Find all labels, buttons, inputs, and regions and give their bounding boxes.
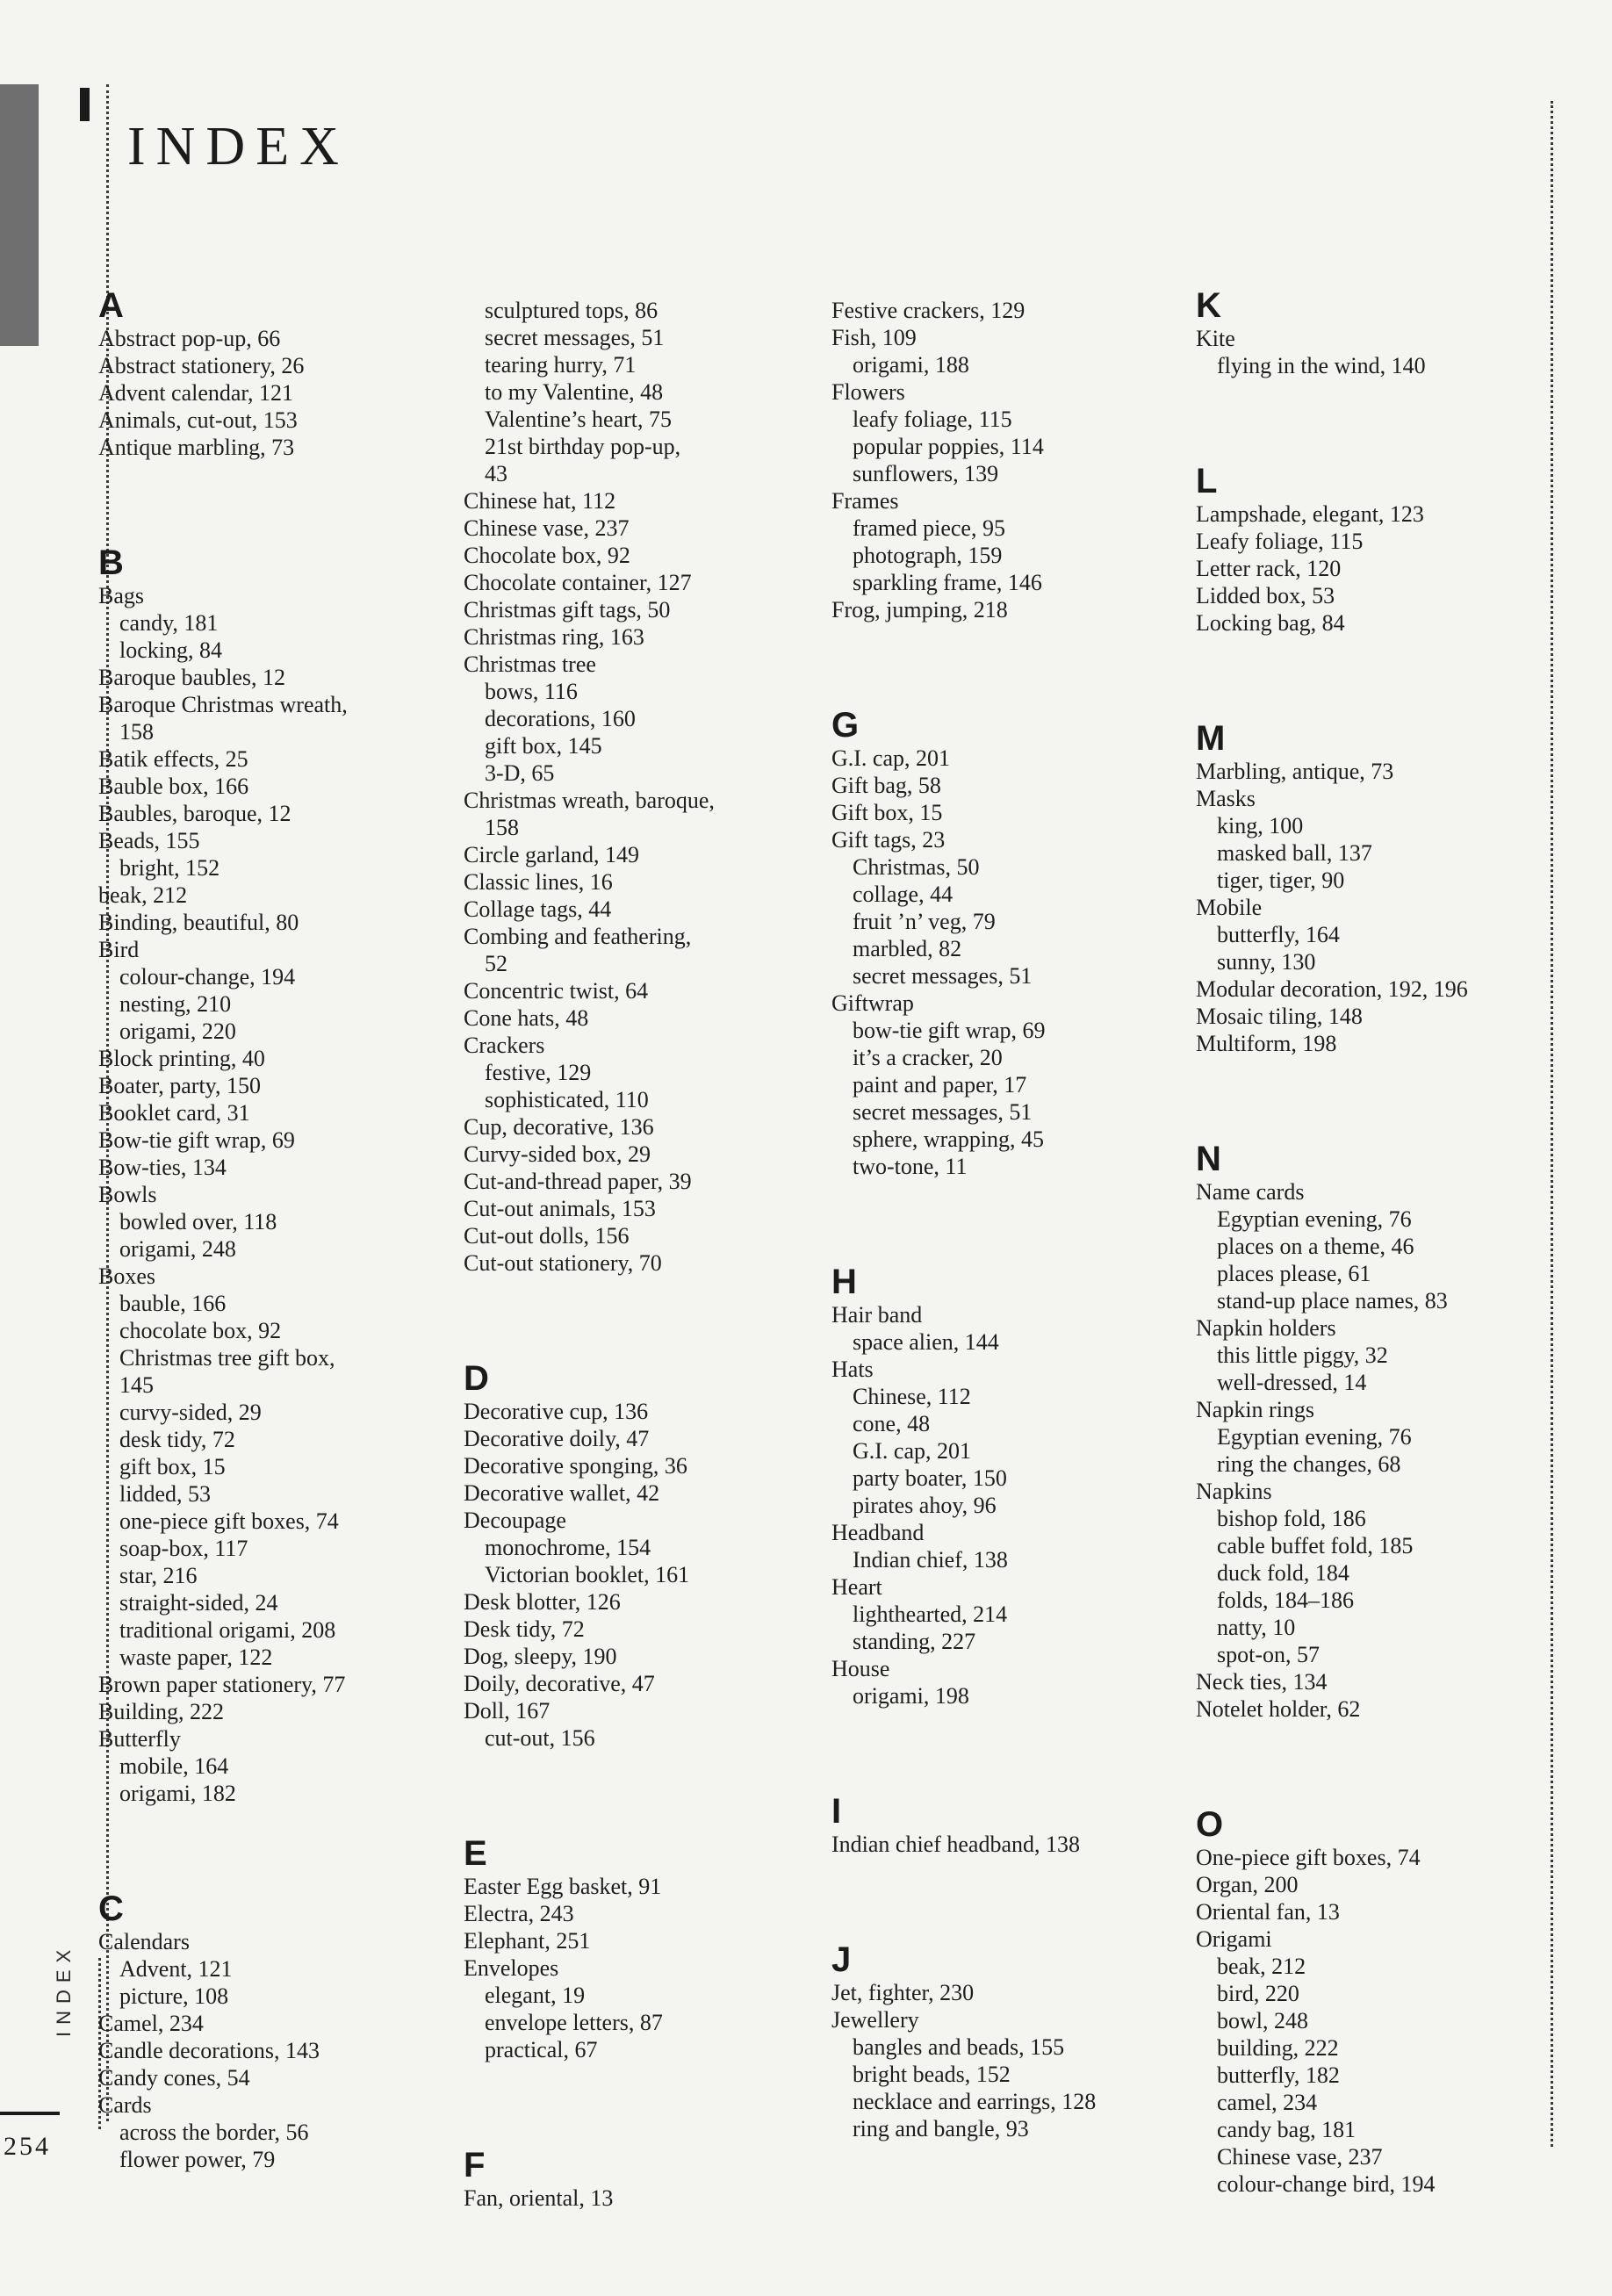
index-entry: Brown paper stationery, 77 [98,1672,346,1697]
index-entry: Crackers [464,1033,545,1058]
index-section [1196,464,1556,637]
index-subentry: places on a theme, 46 [1217,1234,1414,1259]
index-entry: Hair band [831,1302,923,1328]
section-letter: N [1196,1140,1221,1178]
index-entry: Cup, decorative, 136 [464,1114,654,1140]
index-entry: Chocolate box, 92 [464,543,630,568]
index-subentry: secret messages, 51 [485,325,665,350]
index-subentry: flower power, 79 [119,2147,276,2172]
section-letter: D [464,1359,489,1398]
index-entry: Beads, 155 [98,828,200,853]
index-subentry: natty, 10 [1217,1615,1296,1640]
index-entry: Baroque baubles, 12 [98,665,286,690]
index-entry: Leafy foliage, 115 [1196,529,1364,554]
index-subentry: bishop fold, 186 [1217,1506,1366,1531]
index-subentry: mobile, 164 [119,1753,229,1779]
index-subentry: practical, 67 [485,2037,598,2062]
index-subentry: secret messages, 51 [853,1099,1033,1125]
index-entry: Chinese vase, 237 [464,515,630,541]
index-subentry: paint and paper, 17 [853,1072,1027,1098]
index-subentry: cable buffet fold, 185 [1217,1533,1414,1558]
index-subentry: Victorian booklet, 161 [485,1562,690,1587]
index-subentry: Christmas tree gift box, [119,1345,335,1371]
index-subentry: one-piece gift boxes, 74 [119,1508,339,1534]
index-subentry: stand-up place names, 83 [1217,1288,1448,1314]
index-entry: Block printing, 40 [98,1046,265,1071]
index-entry: Bags [98,583,144,608]
index-subentry: candy bag, 181 [1217,2117,1357,2142]
side-running-label: INDEX [53,1942,75,2037]
index-subentry: origami, 182 [119,1781,236,1806]
index-subentry: masked ball, 137 [1217,840,1372,866]
index-entry: Lampshade, elegant, 123 [1196,501,1424,527]
index-entry: Advent calendar, 121 [98,380,294,406]
index-subentry: beak, 212 [1217,1954,1306,1979]
index-subentry: nesting, 210 [119,991,232,1017]
index-subentry: traditional origami, 208 [119,1617,336,1643]
index-subentry: it’s a cracker, 20 [853,1045,1003,1070]
index-subentry: gift box, 15 [119,1454,226,1479]
index-entry: Neck ties, 134 [1196,1669,1328,1695]
index-column-3 [831,288,1191,2227]
index-subentry: duck fold, 184 [1217,1560,1349,1586]
index-entry: Building, 222 [98,1699,225,1724]
index-subentry: pirates ahoy, 96 [853,1493,997,1518]
index-entry: Christmas ring, 163 [464,624,644,650]
index-subentry: waste paper, 122 [119,1645,273,1670]
index-column-1 [98,288,458,2257]
index-subentry: necklace and earrings, 128 [853,2089,1097,2114]
index-subentry: places please, 61 [1217,1261,1371,1286]
index-subentry: origami, 220 [119,1018,236,1044]
index-entry: Cut-out stationery, 70 [464,1250,662,1276]
section-letter: M [1196,719,1226,758]
index-subentry: spot-on, 57 [1217,1642,1320,1667]
index-entry: Giftwrap [831,990,914,1016]
index-subentry: ring the changes, 68 [1217,1451,1401,1477]
index-entry: Gift box, 15 [831,800,943,825]
index-section [831,1794,1191,1858]
index-section [831,708,1191,1180]
index-subentry: across the border, 56 [119,2120,309,2145]
index-subentry: fruit ’n’ veg, 79 [853,909,996,934]
index-subentry: gift box, 145 [485,733,602,759]
index-subentry: 21st birthday pop-up, [485,434,681,459]
index-entry: Calendars [98,1929,190,1954]
index-entry: Jewellery [831,2007,919,2033]
index-subentry: Christmas, 50 [853,854,980,880]
page-number: 254 [4,2132,51,2161]
index-entry: Cut-and-thread paper, 39 [464,1169,692,1194]
index-entry: Fish, 109 [831,325,917,350]
index-subentry: bangles and beads, 155 [853,2034,1065,2060]
index-subentry: monochrome, 154 [485,1535,651,1560]
index-entry: Abstract pop-up, 66 [98,326,281,351]
index-entry: Abstract stationery, 26 [98,353,305,378]
index-section [464,2148,824,2212]
index-subentry: soap-box, 117 [119,1536,248,1561]
index-subentry: origami, 248 [119,1236,236,1262]
index-entry: Bowls [98,1182,157,1207]
index-entry: Easter Egg basket, 91 [464,1874,662,1899]
index-subentry: Egyptian evening, 76 [1217,1206,1412,1232]
index-subentry: photograph, 159 [853,543,1003,568]
index-entry: Bauble box, 166 [98,774,249,799]
index-subentry: popular poppies, 114 [853,434,1044,459]
section-letter: O [1196,1805,1224,1844]
index-subentry: collage, 44 [853,882,954,907]
index-entry: Doily, decorative, 47 [464,1671,655,1696]
page-number-rule [0,2112,60,2115]
index-entry: Napkins [1196,1479,1272,1504]
index-entry: Classic lines, 16 [464,869,613,895]
index-entry: Chinese hat, 112 [464,488,616,514]
index-section [831,1942,1191,2142]
index-subentry: bows, 116 [485,679,578,704]
index-entry: Gift bag, 58 [831,773,941,798]
index-subentry: folds, 184–186 [1217,1587,1354,1613]
index-entry: Frames [831,488,899,514]
index-subentry: marbled, 82 [853,936,962,961]
index-entry: Festive crackers, 129 [831,298,1025,323]
index-entry: Batik effects, 25 [98,746,248,772]
index-subentry: flying in the wind, 140 [1217,353,1426,378]
index-subentry: star, 216 [119,1563,198,1588]
index-entry: Frog, jumping, 218 [831,597,1008,623]
index-entry: Indian chief headband, 138 [831,1832,1081,1857]
index-subentry: framed piece, 95 [853,515,1005,541]
index-entry: Candle decorations, 143 [98,2038,320,2063]
index-subentry: butterfly, 164 [1217,922,1340,947]
index-entry: Bow-ties, 134 [98,1155,227,1180]
index-subentry: decorations, 160 [485,706,636,731]
section-letter: H [831,1263,857,1301]
index-subentry: G.I. cap, 201 [853,1438,972,1464]
index-entry: House [831,1656,890,1681]
section-letter: A [98,286,124,325]
index-entry: Binding, beautiful, 80 [98,910,299,935]
index-entry: Mobile [1196,895,1263,920]
index-subentry: sunflowers, 139 [853,461,999,486]
index-subentry: curvy-sided, 29 [119,1400,262,1425]
index-subentry: straight-sided, 24 [119,1590,278,1616]
index-entry: Decorative wallet, 42 [464,1480,660,1506]
index-entry: Circle garland, 149 [464,842,639,867]
index-subentry: king, 100 [1217,813,1304,839]
index-column-2 [464,288,824,2296]
index-subentry: building, 222 [1217,2035,1339,2061]
index-entry: Boxes [98,1263,155,1289]
index-entry: Mosaic tiling, 148 [1196,1004,1363,1029]
index-subentry: Indian chief, 138 [853,1547,1008,1573]
section-letter: I [831,1792,842,1831]
section-letter: G [831,706,860,745]
index-entry: Desk tidy, 72 [464,1616,585,1642]
index-section [98,1891,458,2173]
index-subentry: camel, 234 [1217,2090,1318,2115]
index-section [1196,721,1556,1057]
index-section [464,1836,824,2063]
index-subentry: two-tone, 11 [853,1154,968,1179]
index-subentry: Advent, 121 [119,1956,233,1982]
index-subentry: locking, 84 [119,637,222,663]
index-entry: Kite [1196,326,1235,351]
index-subentry: bright, 152 [119,855,220,881]
index-subentry: 145 [119,1372,154,1398]
index-subentry: Chinese vase, 237 [1217,2144,1383,2170]
index-entry: Booklet card, 31 [98,1100,250,1126]
index-section [98,545,458,1807]
index-entry: Modular decoration, 192, 196 [1196,976,1468,1002]
index-subentry: bright beads, 152 [853,2062,1011,2087]
index-subentry: sphere, wrapping, 45 [853,1126,1045,1152]
index-entry: Napkin rings [1196,1397,1315,1422]
index-subentry: Egyptian evening, 76 [1217,1424,1412,1450]
index-entry: Christmas tree [464,651,596,677]
index-subentry: secret messages, 51 [853,963,1033,989]
index-section [831,297,1191,623]
section-letter: F [464,2146,486,2184]
index-entry: Decorative doily, 47 [464,1426,650,1451]
index-entry: Headband [831,1520,925,1545]
index-subentry: lighthearted, 214 [853,1601,1008,1627]
index-entry: Hats [831,1357,874,1382]
index-subentry: bowled over, 118 [119,1209,277,1234]
index-entry: Butterfly [98,1726,181,1752]
index-entry: Boater, party, 150 [98,1073,261,1098]
index-entry: Marbling, antique, 73 [1196,759,1394,784]
index-subentry: 43 [485,461,507,486]
index-entry: G.I. cap, 201 [831,745,951,771]
index-entry: Chocolate container, 127 [464,570,692,595]
index-entry: Letter rack, 120 [1196,556,1342,581]
index-subentry: sunny, 130 [1217,949,1316,975]
index-subentry: Chinese, 112 [853,1384,971,1409]
index-section [1196,288,1556,379]
index-subentry: this little piggy, 32 [1217,1342,1388,1368]
index-subentry: tiger, tiger, 90 [1217,867,1345,893]
section-letter: K [1196,286,1221,325]
index-entry: Combing and feathering, [464,924,692,949]
index-subentry: bauble, 166 [119,1291,227,1316]
index-subentry: colour-change, 194 [119,964,296,990]
index-column-4 [1196,288,1556,2282]
index-subentry: 52 [485,951,507,976]
index-entry: Flowers [831,379,905,405]
index-entry: Elephant, 251 [464,1928,591,1954]
index-entry: Christmas gift tags, 50 [464,597,671,623]
section-letter: E [464,1834,487,1873]
index-entry: Camel, 234 [98,2011,204,2036]
index-subentry: candy, 181 [119,610,219,636]
index-subentry: cone, 48 [853,1411,931,1436]
section-letter: L [1196,462,1218,500]
index-entry: Animals, cut-out, 153 [98,407,298,433]
index-entry: Decorative cup, 136 [464,1399,649,1424]
index-entry: Lidded box, 53 [1196,583,1335,608]
index-entry: Electra, 243 [464,1901,574,1926]
title-bar-mark [80,88,90,121]
index-subentry: 158 [119,719,154,745]
section-letter: C [98,1889,124,1928]
index-subentry: standing, 227 [853,1629,976,1654]
index-entry: Dog, sleepy, 190 [464,1644,617,1669]
index-entry: One-piece gift boxes, 74 [1196,1845,1421,1870]
index-entry: Envelopes [464,1955,559,1981]
index-entry: Multiform, 198 [1196,1031,1337,1056]
index-entry: Napkin holders [1196,1315,1336,1341]
index-entry: Candy cones, 54 [98,2065,250,2091]
index-entry: Concentric twist, 64 [464,978,649,1004]
index-subentry: bow-tie gift wrap, 69 [853,1018,1046,1043]
index-subentry: colour-change bird, 194 [1217,2171,1436,2197]
index-subentry: bowl, 248 [1217,2008,1308,2033]
index-entry: Gift tags, 23 [831,827,946,853]
index-entry: Doll, 167 [464,1698,551,1724]
index-entry: Oriental fan, 13 [1196,1899,1340,1925]
index-entry: Name cards [1196,1179,1305,1205]
index-entry: Collage tags, 44 [464,896,612,922]
index-entry: Fan, oriental, 13 [464,2185,614,2211]
index-subentry: sculptured tops, 86 [485,298,658,323]
index-entry: Bow-tie gift wrap, 69 [98,1127,295,1153]
section-letter: B [98,543,124,582]
index-entry: Cards [98,2092,152,2118]
index-subentry: sparkling frame, 146 [853,570,1042,595]
index-entry: Baroque Christmas wreath, [98,692,348,717]
section-letter: J [831,1940,852,1979]
index-subentry: leafy foliage, 115 [853,407,1012,432]
index-entry: Desk blotter, 126 [464,1589,621,1615]
index-entry: Baubles, baroque, 12 [98,801,291,826]
index-subentry: lidded, 53 [119,1481,211,1507]
index-section [831,1264,1191,1709]
index-subentry: tearing hurry, 71 [485,352,637,378]
index-section [1196,1807,1556,2198]
index-entry: beak, 212 [98,882,188,908]
index-subentry: chocolate box, 92 [119,1318,282,1343]
index-subentry: desk tidy, 72 [119,1427,235,1452]
index-subentry: bird, 220 [1217,1981,1299,2006]
index-subentry: origami, 198 [853,1683,969,1709]
index-subentry: party boater, 150 [853,1465,1007,1491]
index-subentry: origami, 188 [853,352,969,378]
index-entry: Masks [1196,786,1256,811]
index-entry: Christmas wreath, baroque, [464,788,715,813]
index-entry: Origami [1196,1926,1272,1952]
index-subentry: butterfly, 182 [1217,2062,1340,2088]
index-entry: Locking bag, 84 [1196,610,1345,636]
page-title: INDEX [127,116,349,176]
index-entry: Antique marbling, 73 [98,435,295,460]
index-entry: Bird [98,937,140,962]
index-subentry: space alien, 144 [853,1329,999,1355]
index-subentry: envelope letters, 87 [485,2010,663,2035]
index-entry: Cut-out dolls, 156 [464,1223,630,1249]
index-subentry: well-dressed, 14 [1217,1370,1367,1395]
index-entry: Cone hats, 48 [464,1005,589,1031]
index-entry: Heart [831,1574,882,1600]
index-section [464,1361,824,1752]
index-subentry: sophisticated, 110 [485,1087,649,1112]
index-subentry: 3-D, 65 [485,760,555,786]
index-section [464,297,824,1277]
index-subentry: elegant, 19 [485,1983,586,2008]
index-subentry: festive, 129 [485,1060,592,1085]
index-subentry: picture, 108 [119,1983,229,2009]
index-subentry: Valentine’s heart, 75 [485,407,672,432]
index-entry: Curvy-sided box, 29 [464,1141,651,1167]
index-entry: Cut-out animals, 153 [464,1196,656,1221]
index-entry: Decoupage [464,1508,566,1533]
index-entry: Decorative sponging, 36 [464,1453,687,1479]
index-subentry: ring and bangle, 93 [853,2116,1029,2141]
index-subentry: cut-out, 156 [485,1725,595,1751]
index-entry: Jet, fighter, 230 [831,1980,975,2005]
index-entry: Organ, 200 [1196,1872,1299,1897]
gray-margin-tab [0,84,39,346]
index-subentry: 158 [485,815,519,840]
index-section [98,288,458,461]
index-entry: Notelet holder, 62 [1196,1696,1361,1722]
index-subentry: to my Valentine, 48 [485,379,664,405]
index-section [1196,1141,1556,1723]
